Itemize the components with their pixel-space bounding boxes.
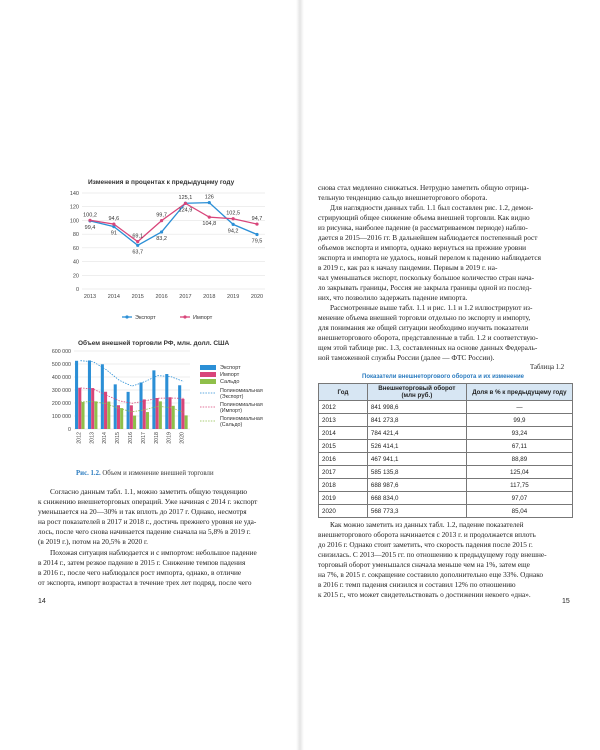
- text-line: до 2016 г. Однако стоит заметить, что скорость падения после 2015 г.: [318, 540, 533, 549]
- bar: [94, 401, 97, 429]
- table-row: [319, 453, 573, 466]
- table-cell: 125,04: [466, 466, 572, 479]
- x-tick-label: 2017: [179, 294, 192, 300]
- legend-swatch: [200, 379, 216, 384]
- y-tick-label: 500 000: [51, 362, 71, 368]
- figure-caption-text: Объем и изменение внешней торговли: [102, 470, 214, 477]
- x-tick-label: 2017: [140, 432, 147, 444]
- page-number-left: 14: [38, 598, 46, 605]
- legend-entry: [200, 365, 241, 371]
- table-cell: 2020: [319, 505, 368, 518]
- y-tick-label: 100: [69, 218, 79, 225]
- legend-label: Полиномиальная: [220, 416, 263, 422]
- bar: [75, 361, 78, 429]
- table-row: [319, 401, 573, 414]
- legend-label: Полиномиальная: [220, 402, 263, 408]
- table-cell: 585 135,8: [367, 466, 466, 479]
- data-label: 99,4: [84, 224, 96, 231]
- y-tick-label: 100 000: [51, 414, 71, 420]
- legend-label: (Сальдо): [220, 422, 243, 428]
- text-line: в 2016 г., после чего наблюдался рост импорта, однако, в отличие: [38, 568, 242, 577]
- y-tick-label: 400 000: [51, 375, 71, 381]
- text-line: (в 2019 г.), потом на 20,5% в 2020 г.: [38, 537, 149, 546]
- data-label: 91: [110, 230, 117, 237]
- bar-chart: [30, 347, 300, 462]
- data-label: 79,5: [251, 238, 263, 245]
- table-title: Показатели внешнеторгового оборота и их изменение: [362, 374, 525, 380]
- bar: [88, 360, 91, 429]
- x-tick-label: 2015: [131, 294, 144, 300]
- table-cell: 568 773,3: [367, 505, 466, 518]
- table-header: Доля в % к предыдущему году: [466, 384, 572, 401]
- figure-caption-number: Рис. 1.2.: [76, 470, 101, 477]
- line-chart-title: Изменения в процентах к предыдущему году: [88, 179, 235, 186]
- data-point: [112, 223, 115, 226]
- table-row: [319, 427, 573, 440]
- bar: [101, 364, 104, 429]
- table-row: [319, 440, 573, 453]
- right-paragraph-2: [318, 203, 573, 303]
- right-paragraph-4: [318, 520, 573, 600]
- bar: [81, 402, 84, 429]
- text-line: в 2014 г., затем резкое падение в 2015 г. Снижение темпов падения: [38, 558, 246, 567]
- y-tick-label: 120: [69, 204, 79, 211]
- table-header-row: [319, 384, 573, 401]
- table-cell: 117,75: [466, 479, 572, 492]
- table-cell: 2014: [319, 427, 368, 440]
- text-line: менение объема внешней торговли отдельно по экспорту и импорту,: [318, 313, 531, 322]
- table-cell: 97,07: [466, 492, 572, 505]
- text-line: внешнеторгового оборота, представленные в табл. 1.2 и соответствую-: [318, 333, 539, 342]
- table-cell: 668 834,0: [367, 492, 466, 505]
- x-tick-label: 2020: [179, 432, 186, 444]
- x-tick-label: 2015: [115, 432, 122, 444]
- bar: [91, 388, 94, 429]
- data-label: 69,1: [132, 233, 144, 240]
- x-tick-label: 2020: [250, 294, 264, 300]
- data-point: [208, 216, 211, 219]
- y-tick-label: 20: [72, 273, 79, 280]
- legend-label: Полиномиальная: [220, 388, 263, 394]
- y-tick-label: 600 000: [51, 349, 71, 355]
- x-tick-label: 2012: [76, 432, 83, 444]
- y-tick-label: 300 000: [51, 388, 71, 394]
- table-row: [319, 492, 573, 505]
- data-point: [232, 217, 235, 220]
- figure-caption: [76, 470, 214, 477]
- text-line: Рассмотренные выше табл. 1.1 и рис. 1.1 и 1.2 иллюстрируют из-: [330, 303, 533, 312]
- legend-label: Экспорт: [135, 315, 156, 321]
- x-tick-label: 2016: [128, 432, 134, 444]
- text-line: стрирующий общее снижение объема внешней торговли. Как видно: [318, 213, 530, 222]
- table-cell: 2018: [319, 479, 368, 492]
- bar: [172, 406, 175, 429]
- x-tick-label: 2014: [102, 432, 109, 444]
- text-line: Похожая ситуация наблюдается и с импортом: небольшое падение: [50, 548, 257, 557]
- table-row: [319, 414, 573, 427]
- data-point: [160, 219, 163, 222]
- data-point: [88, 219, 91, 222]
- data-label: 94,2: [227, 228, 239, 235]
- text-line: тельную тенденцию сальдо внешнеторгового оборота.: [318, 193, 488, 202]
- table-header: Год: [319, 384, 368, 401]
- legend-entry: [200, 379, 239, 385]
- data-point: [208, 201, 211, 204]
- data-point: [136, 240, 139, 243]
- y-tick-label: 0: [68, 427, 71, 433]
- data-label: 124,9: [178, 207, 193, 214]
- data-label: 125,1: [178, 195, 193, 202]
- right-page: [300, 0, 600, 750]
- text-line: уменьшается на 20—30% и так вплоть до 2017 г. Однако, несмотря: [38, 507, 247, 516]
- bar: [181, 399, 184, 429]
- right-paragraph-1: [318, 183, 573, 203]
- table-cell: 67,11: [466, 440, 572, 453]
- bar: [168, 397, 171, 429]
- data-point: [255, 233, 258, 236]
- data-label: 126: [204, 194, 214, 201]
- x-tick-label: 2019: [166, 432, 173, 444]
- table-row: [319, 466, 573, 479]
- table-cell: 99,9: [466, 414, 572, 427]
- legend-entry: [200, 388, 263, 400]
- line-chart-panel: [60, 175, 275, 335]
- text-line: от экспорта, импорт возрастал в течение трех лет подряд, после чего: [38, 578, 252, 587]
- bar: [133, 416, 136, 429]
- table-cell: 2019: [319, 492, 368, 505]
- bar: [152, 370, 155, 429]
- right-paragraph-3: [318, 303, 573, 363]
- text-line: объемов экспорта и импорта, однако вернуться на прежние уровни: [318, 243, 527, 252]
- y-tick-label: 0: [75, 287, 79, 293]
- data-label: 100,2: [83, 212, 97, 219]
- legend-entry: [200, 402, 263, 414]
- bar: [78, 388, 81, 429]
- data-point: [232, 223, 235, 226]
- text-line: к снижению внешнеторговых операций. Уже начиная с 2014 г. экспорт: [38, 497, 258, 506]
- data-label: 102,5: [226, 210, 241, 217]
- data-point: [136, 244, 139, 247]
- y-tick-label: 140: [69, 191, 79, 197]
- bar: [127, 392, 130, 429]
- y-tick-label: 60: [72, 245, 79, 252]
- data-point: [160, 230, 163, 233]
- text-line: ло закрывать границы, Россия же закрыла границы одной из послед-: [318, 283, 532, 292]
- bar: [139, 382, 142, 429]
- text-line: экспорта и импорта не удалось, новый перелом к падению наблюдается: [318, 253, 541, 262]
- table-cell: 2017: [319, 466, 368, 479]
- x-tick-label: 2016: [155, 294, 168, 300]
- legend-swatch: [200, 365, 216, 370]
- y-tick-label: 200 000: [51, 401, 71, 407]
- legend-label: Сальдо: [220, 379, 240, 385]
- legend-entry: [200, 416, 263, 428]
- bar: [156, 398, 159, 429]
- text-line: для понимания же общей ситуации необходимо изучить показатели: [318, 323, 529, 332]
- data-label: 94,6: [108, 216, 120, 223]
- x-tick-label: 2019: [227, 294, 240, 300]
- left-paragraph-2: [38, 548, 288, 588]
- text-line: Для наглядности данных табл. 1.1 был составлен рис. 1.2, демон-: [330, 203, 534, 212]
- legend-marker: [183, 315, 186, 318]
- table-cell: 93,24: [466, 427, 572, 440]
- text-line: из рисунка, наиболее падение (в рассматриваемом периоде) наблю-: [318, 223, 528, 232]
- data-label: 63,7: [132, 249, 144, 256]
- y-tick-label: 80: [72, 232, 79, 239]
- table-cell: 88,89: [466, 453, 572, 466]
- line-chart: [60, 187, 275, 337]
- legend-label: Импорт: [193, 315, 213, 321]
- table-label: Таблица 1.2: [530, 364, 565, 371]
- data-label: 99,7: [156, 212, 167, 219]
- data-label: 94,7: [251, 216, 263, 223]
- legend-entry: [200, 372, 240, 378]
- table-cell: 2015: [319, 440, 368, 453]
- legend-swatch: [200, 372, 216, 377]
- table-cell: 2016: [319, 453, 368, 466]
- data-label: 83,2: [156, 235, 167, 242]
- text-line: на 7%, в 2015 г. сокращение составило дополнительно еще 33%. Однако: [318, 570, 544, 579]
- table-cell: 467 941,1: [367, 453, 466, 466]
- table-cell: 784 421,4: [367, 427, 466, 440]
- bar: [130, 405, 133, 429]
- text-line: снизилась. С 2013—2015 гг. по отношению к предыдущему году внешне-: [318, 550, 547, 559]
- text-line: Как можно заметить из данных табл. 1.2, падение показателей: [330, 520, 524, 529]
- legend-marker: [125, 315, 128, 318]
- table-cell: 688 987,6: [367, 479, 466, 492]
- legend-entry: [122, 315, 156, 321]
- text-line: на рост показателей в 2017 и 2018 г., достичь прежнего уровня не уда-: [38, 517, 257, 526]
- text-line: торговый оборот уменьшался сначала меньше чем на 1%, затем еще: [318, 560, 530, 569]
- bar: [143, 399, 146, 429]
- text-line: Согласно данным табл. 1.1, можно заметить общую тенденцию: [50, 487, 248, 496]
- legend-entry: [180, 315, 213, 321]
- text-line: к 2015 г., что может свидетельствовать о достижении некоего «дна».: [318, 590, 531, 599]
- legend-label: Экспорт: [220, 365, 241, 371]
- bar: [146, 412, 149, 429]
- legend-label: Импорт: [220, 372, 240, 378]
- text-line: щем этой таблице рис. 1.3, составленных на основе данных Федераль-: [318, 343, 538, 352]
- table-header: Внешнеторговый оборот (млн руб.): [367, 384, 466, 401]
- bar: [117, 405, 120, 429]
- legend-label: (Импорт): [220, 408, 243, 414]
- x-tick-label: 2014: [107, 294, 120, 300]
- bar: [107, 402, 110, 429]
- bar-chart-title: Объем внешней торговли РФ, млн. долл. США: [78, 340, 230, 347]
- text-line: ной таможенной службы России (далее — ФТС России).: [318, 353, 495, 362]
- table-cell: 2012: [319, 401, 368, 414]
- x-tick-label: 2018: [203, 294, 216, 300]
- bar: [104, 392, 107, 429]
- legend-label: (Экспорт): [220, 394, 244, 400]
- bar: [165, 374, 168, 429]
- x-tick-label: 2013: [89, 432, 96, 444]
- text-line: в 2016 г. темп падения снизился и составил 12% по отношению: [318, 580, 516, 589]
- bar-chart-panel: [30, 340, 300, 462]
- text-line: них, что позволило задержать падение импорта.: [318, 293, 468, 302]
- table-cell: 841 273,8: [367, 414, 466, 427]
- table-row: [319, 479, 573, 492]
- trade-turnover-table: [318, 383, 573, 518]
- text-line: лось, после чего снова начинается падение сначала на 5,8% в 2019 г.: [38, 527, 251, 536]
- table-cell: 526 414,1: [367, 440, 466, 453]
- table-cell: —: [466, 401, 572, 414]
- table-cell: 85,04: [466, 505, 572, 518]
- x-tick-label: 2013: [83, 294, 97, 300]
- table-row: [319, 505, 573, 518]
- bar: [120, 408, 123, 429]
- bar: [159, 401, 162, 429]
- table-cell: 2013: [319, 414, 368, 427]
- text-line: в 2019 г., как раз к началу пандемии. Первым в 2019 г. на-: [318, 263, 498, 272]
- text-line: чал уменьшаться экспорт, поскольку большое количество стран нача-: [318, 273, 535, 282]
- text-line: дается в 2015—2016 гг. В дальнейшем наблюдается постепенный рост: [318, 233, 538, 242]
- text-line: внешнеторгового оборота начинается с 2013 г. и продолжается вплоть: [318, 530, 536, 539]
- data-label: 104,8: [202, 221, 217, 228]
- text-line: снова стал медленно снижаться. Нетрудно заметить общую отрица-: [318, 183, 529, 192]
- data-point: [255, 222, 258, 225]
- table-cell: 841 998,6: [367, 401, 466, 414]
- x-tick-label: 2018: [153, 432, 160, 444]
- page-number-right: 15: [562, 598, 570, 605]
- y-tick-label: 40: [72, 259, 79, 266]
- bar: [185, 415, 188, 429]
- left-paragraph-1: [38, 487, 288, 547]
- data-point: [184, 202, 187, 205]
- bar: [178, 385, 181, 429]
